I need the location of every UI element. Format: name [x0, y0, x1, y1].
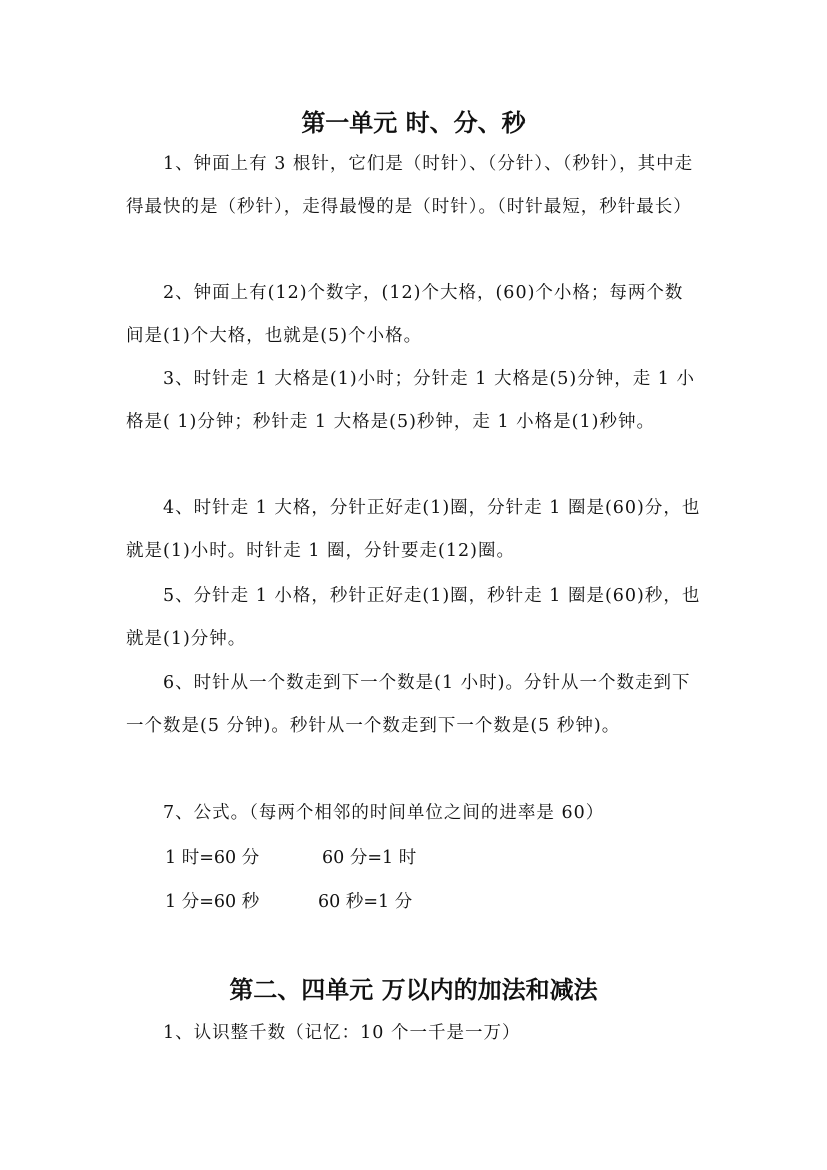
- unit2-title: 第二、四单元 万以内的加法和减法: [229, 976, 598, 1004]
- unit1-item-7: 7、公式。（每两个相邻的时间单位之间的进率是 60）: [163, 803, 605, 823]
- formula-sec-to-min: 60 秒=1 分: [318, 892, 413, 912]
- unit1-item-6: 6、时针从一个数走到下一个数是(1 小时)。分针从一个数走到下一个数是(5 分钟)。秒针从一个数走到下一个数是(5 秒钟)。: [126, 673, 691, 736]
- unit1-item-4: 4、时针走 1 大格，分针正好走(1)圈，分针走 1 圈是(60)分，也就是(1)小时。时针走 1 圈，分针要走(12)圈。: [126, 498, 701, 561]
- unit1-item-5: 5、分针走 1 小格，秒针正好走(1)圈，秒针走 1 圈是(60)秒，也就是(1)分钟。: [126, 586, 701, 649]
- unit1-item-3: 3、时针走 1 大格是(1)小时；分针走 1 大格是(5)分钟，走 1 小格是( 1)分钟；秒针走 1 大格是(5)秒钟，走 1 小格是(1)秒钟。: [126, 369, 695, 432]
- unit1-item-1: 1、钟面上有 3 根针，它们是（时针）、（分针）、（秒针），其中走得最快的是（秒针），走得最慢的是（时针）。（时针最短，秒针最长）: [126, 154, 694, 217]
- formula-min-to-sec: 1 分=60 秒: [165, 892, 260, 912]
- unit1-title: 第一单元 时、分、秒: [301, 109, 526, 137]
- formula-min-to-hour: 60 分=1 时: [322, 848, 417, 868]
- unit1-item-2: 2、钟面上有(12)个数字，(12)个大格，(60)个小格；每两个数间是(1)个大格，也就是(5)个小格。: [126, 283, 684, 346]
- unit2-item-1: 1、认识整千数（记忆：10 个一千是一万）: [163, 1023, 521, 1043]
- formula-hour-to-min: 1 时=60 分: [165, 848, 260, 868]
